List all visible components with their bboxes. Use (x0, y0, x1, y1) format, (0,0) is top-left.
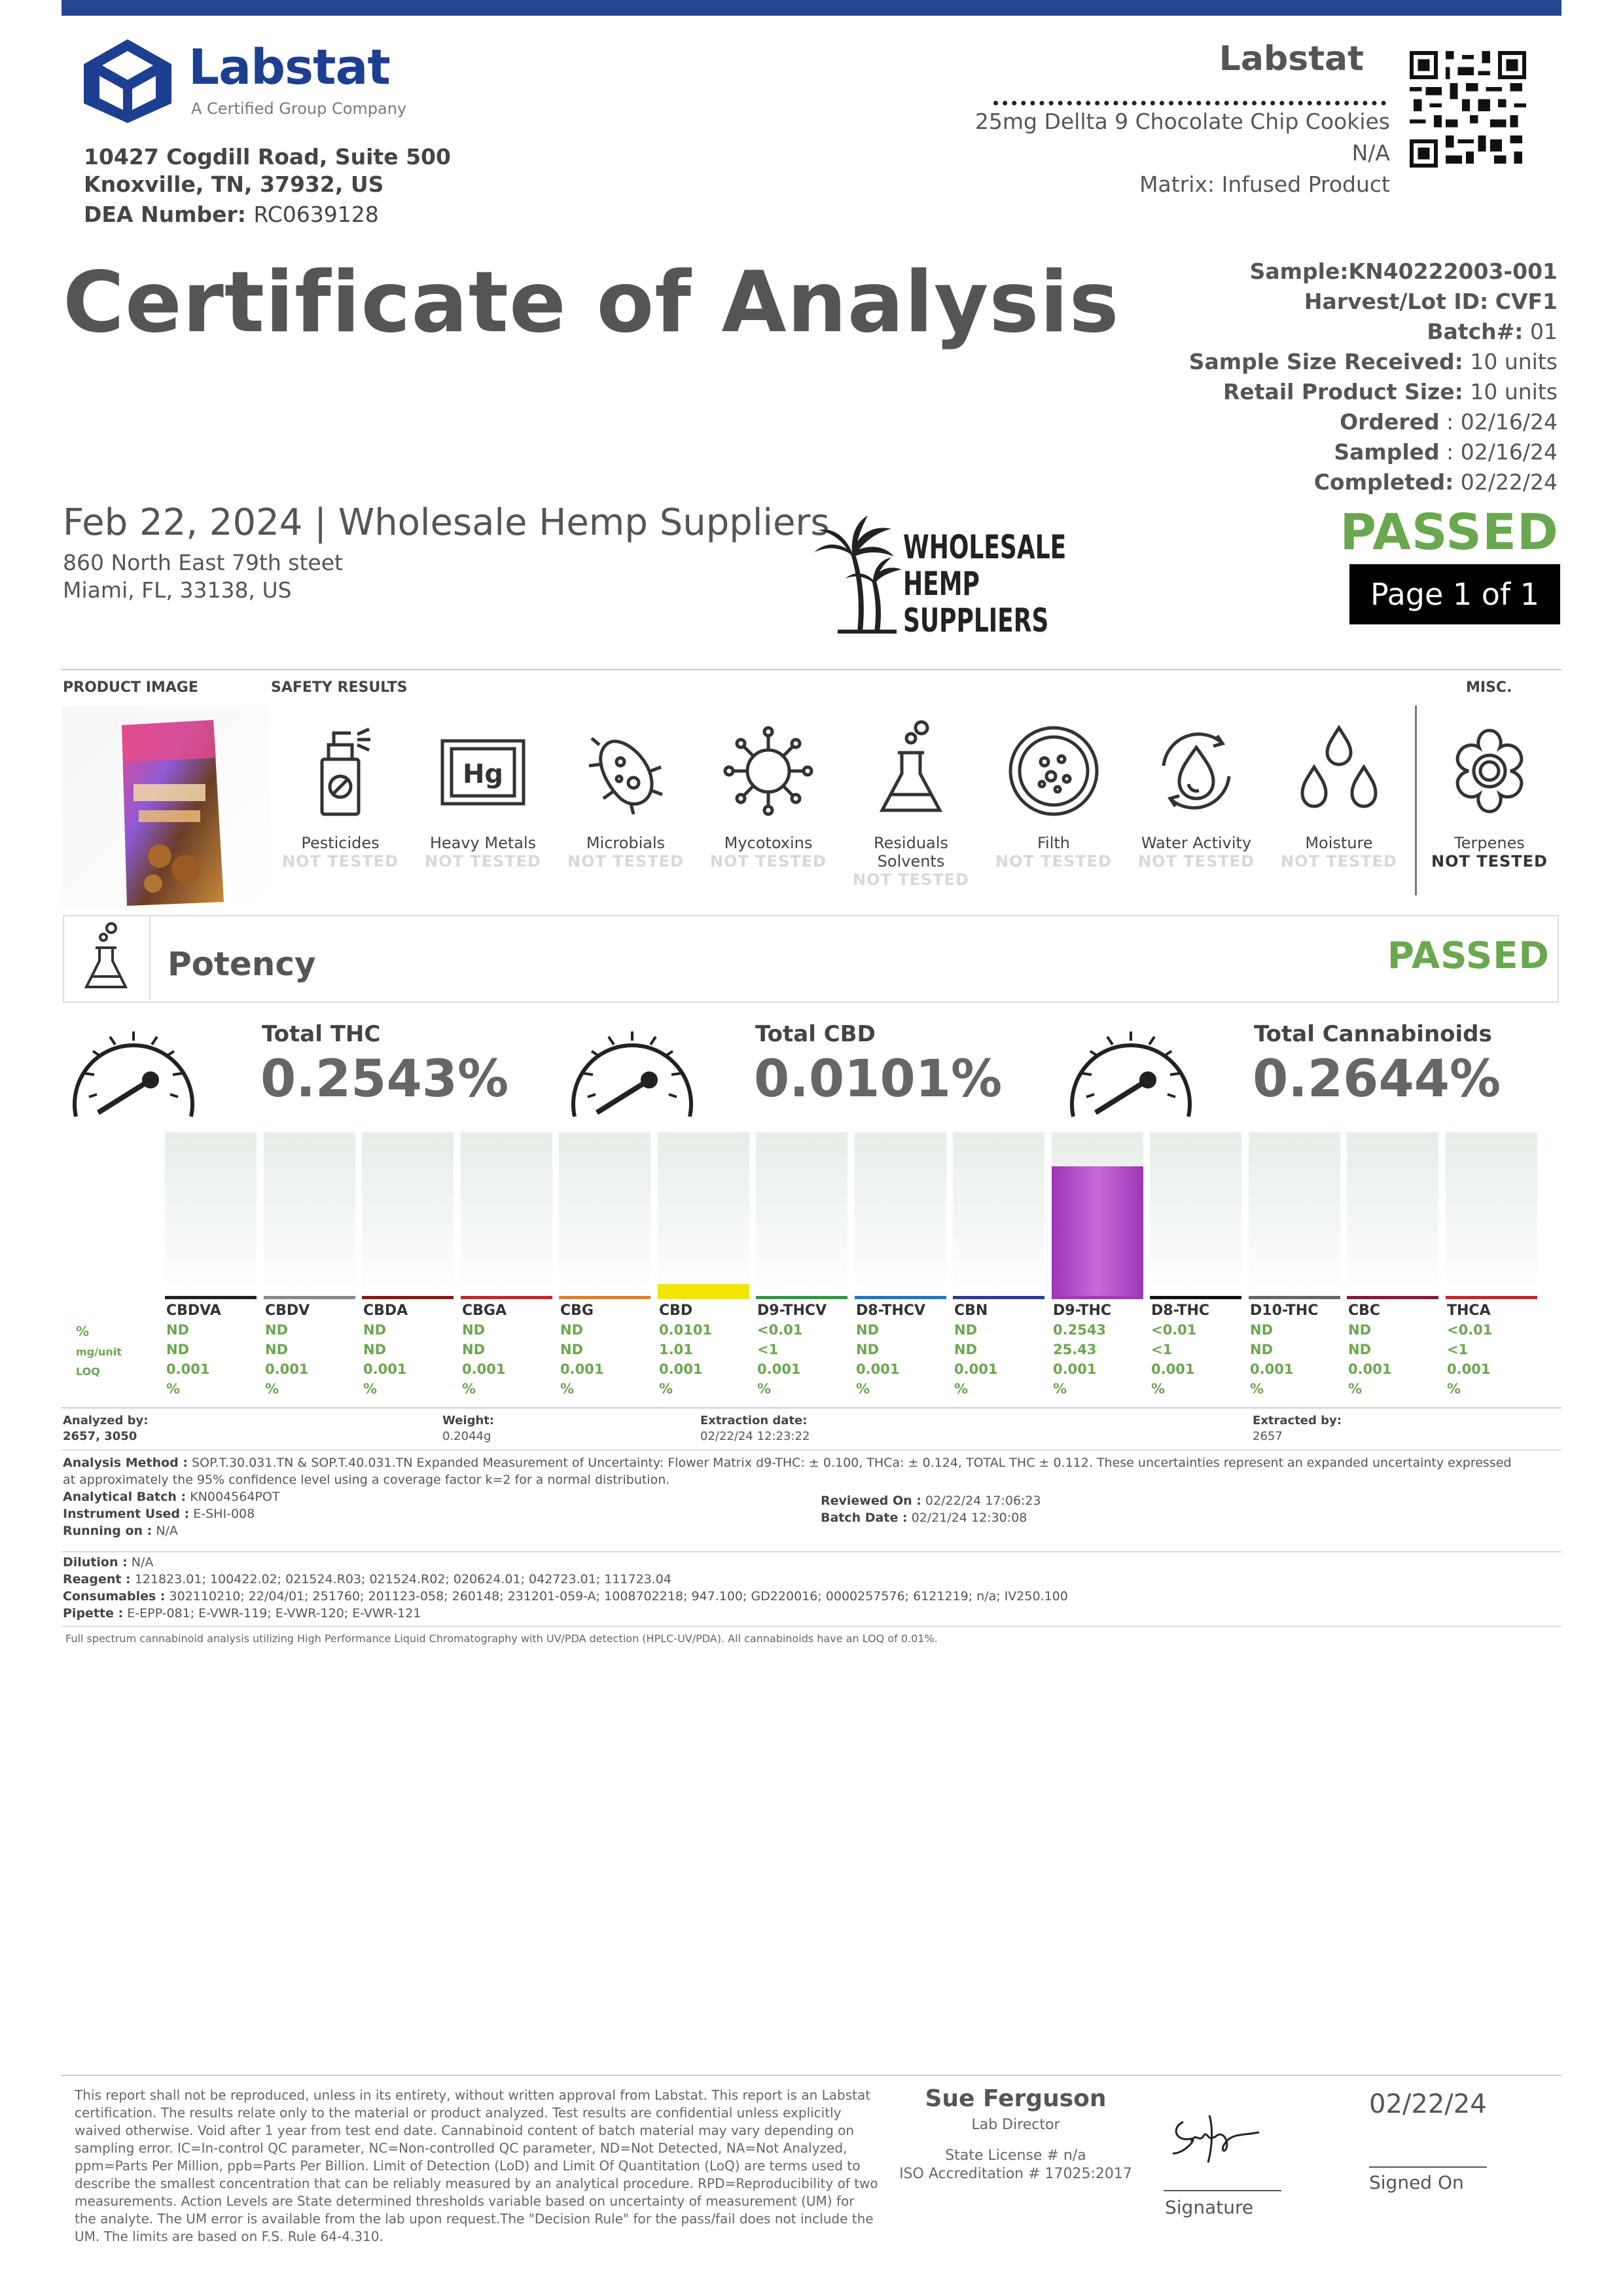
sample-info (1189, 257, 1558, 497)
total-cbd-value: 0.0101% (754, 1050, 1003, 1109)
safety-water-activity (1127, 719, 1266, 870)
bar-column (1446, 1132, 1537, 1299)
analyte-mg-unit: ND (265, 1342, 289, 1357)
divider (62, 1626, 1561, 1627)
spray-bottle-icon (288, 719, 393, 823)
misc-terpenes (1420, 719, 1559, 870)
analyte-name: CBDVA (166, 1302, 221, 1319)
analyte-loq: 0.001 (659, 1361, 703, 1377)
analyte-loq: 0.001 (462, 1361, 506, 1377)
labstat-logo-icon (80, 38, 175, 124)
analyte-unit: % (560, 1381, 575, 1397)
bar-d9-thc (1052, 1166, 1143, 1299)
analyte-unit: % (1250, 1381, 1264, 1397)
signature-line (1164, 2190, 1281, 2191)
bar-baseline (1249, 1296, 1340, 1299)
weight-label: Weight: (442, 1414, 495, 1427)
safety-microbials (556, 719, 695, 870)
total-thc-label: Total THC (262, 1021, 381, 1047)
analyte-percent: ND (462, 1322, 486, 1338)
analyte-name: D9-THCV (757, 1302, 827, 1319)
analysis-method: Analysis Method : SOP.T.30.031.TN & SOP.T.40.031.TN Expanded Measurement of Uncertainty: Flower Matrix d9-THC: ± 0.100, THCa: ± 0.124, TOTAL THC ± 0.112. These uncertainties represent an expanded uncertainty expressed at approximately the 95% confidence level using a coverage factor k=2 for a normal distribution. (63, 1456, 1512, 1487)
analyte-percent: <0.01 (757, 1322, 803, 1338)
extracted-by-value: 2657 (1253, 1429, 1283, 1443)
analyte-mg-unit: <1 (1447, 1342, 1469, 1357)
footer-divider (62, 2075, 1561, 2076)
consumables: Consumables : 302110210; 22/04/01; 251760; 201123-058; 260148; 231201-059-A; 1008702218; 947.100; GD220016; 0000257576; 6121219; n/a; IV250.100 (63, 1589, 1068, 1604)
date-line (1369, 2166, 1487, 2168)
droplets-icon (1287, 719, 1391, 823)
analyte-mg-unit: ND (954, 1342, 978, 1357)
reagent: Reagent : 121823.01; 100422.02; 021524.R03; 021524.R02; 020624.01; 042723.01; 111723.04 (63, 1572, 671, 1587)
client-logo-line1: WHOLESALE (903, 528, 1067, 566)
bar-baseline (461, 1296, 552, 1299)
bar-baseline (1347, 1296, 1438, 1299)
bar-column (658, 1132, 749, 1299)
extraction-date-label: Extraction date: (700, 1414, 808, 1427)
analyte-mg-unit: 1.01 (659, 1342, 693, 1357)
lab-address-line1: 10427 Cogdill Road, Suite 500 (84, 144, 451, 170)
bar-column (953, 1132, 1044, 1299)
analyte-mg-unit: ND (856, 1342, 880, 1357)
divider (62, 1407, 1561, 1408)
safety-name: Pesticides (301, 834, 380, 852)
analyte-loq: 0.001 (363, 1361, 407, 1377)
bar-baseline (1052, 1296, 1143, 1299)
analyte-mg-unit: ND (1250, 1342, 1274, 1357)
row-label-percent: % (76, 1323, 90, 1339)
extraction-date-value: 02/22/24 12:23:22 (700, 1429, 810, 1443)
divider (62, 669, 1561, 670)
method-note: Full spectrum cannabinoid analysis utilizing High Performance Liquid Chromatography with UV/PDA detection (HPLC-UV/PDA). All cannabinoids have an LOQ of 0.01%. (65, 1632, 938, 1645)
safety-name: Heavy Metals (429, 834, 537, 852)
analyte-percent: ND (560, 1322, 584, 1338)
analyte-name: D9-THC (1053, 1302, 1112, 1319)
lab-address-line2: Knoxville, TN, 37932, US (84, 171, 384, 197)
analyte-unit: % (954, 1381, 969, 1397)
safety-status: NOT TESTED (282, 852, 399, 870)
analyte-unit: % (1053, 1381, 1067, 1397)
sample-size-received: Sample Size Received: 10 units (1188, 349, 1558, 374)
analyte-loq: 0.001 (265, 1361, 309, 1377)
analyte-unit: % (265, 1381, 279, 1397)
analyte-percent: ND (166, 1322, 190, 1338)
analyte-loq: 0.001 (1053, 1361, 1097, 1377)
bar-baseline (165, 1296, 257, 1299)
analyte-unit: % (462, 1381, 476, 1397)
analyte-loq: 0.001 (954, 1361, 998, 1377)
batch-number: Batch#: 01 (1427, 319, 1558, 344)
analyte-loq: 0.001 (1151, 1361, 1195, 1377)
analyte-name: D10-THC (1250, 1302, 1319, 1319)
analyte-unit: % (166, 1381, 181, 1397)
divider (62, 1449, 1561, 1450)
safety-filth (984, 719, 1123, 870)
client-logo-line2: HEMP (903, 565, 980, 603)
bar-baseline (362, 1296, 454, 1299)
extracted-by-label: Extracted by: (1253, 1414, 1342, 1427)
total-cannabinoids-label: Total Cannabinoids (1254, 1021, 1492, 1047)
product-image (62, 706, 270, 908)
bar-column (362, 1132, 454, 1299)
virus-icon (716, 719, 821, 823)
bar-column (1150, 1132, 1241, 1299)
harvest-lot-id: Harvest/Lot ID: CVF1 (1304, 289, 1558, 314)
client-logo-text (903, 529, 1066, 639)
bar-baseline (1150, 1296, 1241, 1299)
product-na: N/A (1351, 140, 1390, 166)
total-thc-value: 0.2543% (260, 1050, 509, 1109)
petri-dish-icon (1001, 719, 1106, 823)
running-on: Running on : N/A (63, 1524, 178, 1538)
analyte-name: D8-THCV (856, 1302, 926, 1319)
analyte-percent: ND (1250, 1322, 1274, 1338)
sample-id: Sample:KN40222003-001 (1249, 259, 1558, 284)
analyte-name: CBC (1348, 1302, 1381, 1319)
lab-name-right: Labstat (1219, 39, 1364, 79)
analyte-unit: % (856, 1381, 870, 1397)
safety-results-label: SAFETY RESULTS (271, 679, 408, 696)
divider (62, 1551, 1561, 1552)
safety-status: NOT TESTED (425, 852, 541, 870)
potency-icon-box (63, 915, 151, 1000)
analyte-mg-unit: <1 (1151, 1342, 1173, 1357)
safety-name: Microbials (586, 834, 666, 852)
water-cycle-icon (1144, 719, 1249, 823)
safety-status: NOT TESTED (1281, 852, 1397, 870)
analyte-unit: % (363, 1381, 378, 1397)
bar-baseline (1446, 1296, 1537, 1299)
analyte-name: CBG (560, 1302, 594, 1319)
analyte-percent: <0.01 (1447, 1322, 1493, 1338)
analyte-name: CBDV (265, 1302, 310, 1319)
bar-column (1347, 1132, 1438, 1299)
analyte-unit: % (757, 1381, 772, 1397)
analyte-loq: 0.001 (1447, 1361, 1491, 1377)
analyte-name: CBGA (462, 1302, 507, 1319)
misc-divider (1415, 706, 1417, 895)
iso-accreditation: ISO Accreditation # 17025:2017 (899, 2166, 1132, 2182)
bar-baseline (855, 1296, 946, 1299)
analyzed-by-label: Analyzed by: (63, 1414, 149, 1427)
bar-baseline (658, 1296, 749, 1299)
lab-tagline: A Certified Group Company (191, 99, 407, 118)
bar-column (1249, 1132, 1340, 1299)
analyte-loq: 0.001 (166, 1361, 210, 1377)
bacteria-icon (573, 719, 678, 823)
signed-date: 02/22/24 (1369, 2089, 1487, 2119)
gauge-icon (1060, 1018, 1202, 1128)
bar-baseline (953, 1296, 1044, 1299)
safety-name: Mycotoxins (724, 834, 813, 852)
bar-baseline (756, 1296, 847, 1299)
client-heading: Feb 22, 2024 | Wholesale Hemp Suppliers (63, 501, 830, 544)
bar-column (165, 1132, 257, 1299)
analyte-name: CBN (954, 1302, 988, 1319)
analyte-unit: % (1151, 1381, 1166, 1397)
potency-status-badge: PASSED (1387, 935, 1550, 977)
lab-logo-name: Labstat (188, 39, 390, 96)
analyte-percent: ND (954, 1322, 978, 1338)
signer-title: Lab Director (971, 2117, 1060, 2133)
total-cannabinoids-value: 0.2644% (1253, 1050, 1501, 1109)
svg-text:Hg: Hg (462, 759, 504, 789)
signer-name: Sue Ferguson (925, 2085, 1107, 2112)
completed-date: Completed: 02/22/24 (1313, 469, 1558, 495)
state-license: State License # n/a (945, 2147, 1086, 2164)
product-image-label: PRODUCT IMAGE (63, 679, 198, 696)
bar-column (264, 1132, 355, 1299)
signature-image (1164, 2102, 1268, 2168)
safety-name: Residuals Solvents (874, 834, 948, 870)
flower-icon (1437, 719, 1542, 823)
bar-baseline (559, 1296, 651, 1299)
analyte-percent: ND (856, 1322, 880, 1338)
analyte-unit: % (1447, 1381, 1461, 1397)
safety-status: NOT TESTED (567, 852, 684, 870)
disclaimer: This report shall not be reproduced, unless in its entirety, without written approval from Labstat. This report is an Labstat certification. The results relate only to the material or product analyzed. Test results are confidential unless explicitly waived otherwise. Void after 1 year from test end date. Cannabinoid content of batch material may vary depending on sampling error. IC=In-control QC parameter, NC=Non-controlled QC parameter, ND=Not Detected, NA=Not Analyzed, ppm=Parts Per Million, ppb=Parts Per Billion. Limit of Detection (LoD) and Limit Of Quantitation (LoQ) are terms used to describe the smallest concentration that can be reliably measured by an analytical procedure. RPD=Reproducibility of two measurements. Action Levels are State determined thresholds variable based on uncertainty of measurement (UM) for the analyte. The UM error is available from the lab upon request.The "Decision Rule" for the pass/fail does not include the UM. The limits are based on F.S. Rule 64-4.310. (75, 2087, 878, 2244)
bar-column (855, 1132, 946, 1299)
analyte-name: CBDA (363, 1302, 408, 1319)
client-address-line2: Miami, FL, 33138, US (63, 577, 292, 603)
signed-on-label: Signed On (1369, 2172, 1464, 2193)
analyte-loq: 0.001 (1348, 1361, 1392, 1377)
product-matrix: Matrix: Infused Product (1139, 171, 1390, 197)
analyte-unit: % (659, 1381, 673, 1397)
analyte-percent: ND (265, 1322, 289, 1338)
analyte-name: CBD (659, 1302, 693, 1319)
analyte-loq: 0.001 (1250, 1361, 1294, 1377)
reviewed-on: Reviewed On : 02/22/24 17:06:23 (821, 1494, 1041, 1508)
bar-column (461, 1132, 552, 1299)
analyte-mg-unit: 25.43 (1053, 1342, 1097, 1357)
safety-name: Filth (1037, 834, 1070, 852)
analyte-unit: % (1348, 1381, 1363, 1397)
client-address-line1: 860 North East 79th steet (63, 550, 343, 575)
safety-name: Water Activity (1141, 834, 1252, 852)
client-logo-line3: SUPPLIERS (903, 601, 1049, 639)
total-cbd-label: Total CBD (755, 1021, 876, 1047)
analyte-percent: 0.0101 (659, 1322, 713, 1338)
document-title: Certificate of Analysis (63, 254, 1120, 351)
safety-heavy-metals (414, 719, 552, 870)
row-label-mg: mg/unit (76, 1346, 122, 1358)
ordered-date: Ordered : 02/16/24 (1340, 409, 1558, 435)
dea-value: RC0639128 (253, 202, 379, 227)
safety-status: NOT TESTED (853, 870, 969, 889)
mercury-icon (431, 719, 535, 823)
safety-status: NOT TESTED (710, 852, 827, 870)
analyte-mg-unit: ND (462, 1342, 486, 1357)
analyte-percent: ND (363, 1322, 387, 1338)
potency-title: Potency (168, 945, 316, 983)
signature-label: Signature (1165, 2197, 1254, 2218)
safety-pesticides (271, 719, 410, 870)
analyte-percent: ND (1348, 1322, 1372, 1338)
dilution: Dilution : N/A (63, 1555, 154, 1570)
safety-status: NOT TESTED (1138, 852, 1255, 870)
analyte-loq: 0.001 (757, 1361, 801, 1377)
dotted-divider (993, 101, 1386, 105)
analyte-name: D8-THC (1151, 1302, 1210, 1319)
gauge-icon (63, 1018, 204, 1128)
misc-name: Terpenes (1454, 834, 1525, 852)
safety-residual-solvents (842, 719, 980, 889)
analyte-loq: 0.001 (856, 1361, 900, 1377)
safety-name: Moisture (1305, 834, 1373, 852)
bar-column (559, 1132, 651, 1299)
sampled-date: Sampled : 02/16/24 (1334, 439, 1558, 465)
flask-icon (859, 719, 963, 823)
analyte-mg-unit: ND (166, 1342, 190, 1357)
safety-moisture (1270, 719, 1408, 870)
analyzed-by-value: 2657, 3050 (63, 1429, 137, 1443)
analyte-mg-unit: ND (363, 1342, 387, 1357)
bar-baseline (264, 1296, 355, 1299)
analyte-mg-unit: ND (560, 1342, 584, 1357)
analyte-mg-unit: <1 (757, 1342, 779, 1357)
weight-value: 0.2044g (442, 1429, 491, 1443)
bar-column (756, 1132, 847, 1299)
dea-label: DEA Number: (84, 202, 246, 227)
safety-mycotoxins (699, 719, 838, 870)
misc-label: MISC. (1466, 679, 1512, 696)
retail-product-size: Retail Product Size: 10 units (1222, 379, 1558, 404)
page-indicator: Page 1 of 1 (1349, 564, 1560, 624)
analyte-name: THCA (1447, 1302, 1491, 1319)
pipette: Pipette : E-EPP-081; E-VWR-119; E-VWR-120; E-VWR-121 (63, 1606, 421, 1621)
flask-icon (63, 915, 149, 1000)
product-name: 25mg Dellta 9 Chocolate Chip Cookies (974, 109, 1390, 134)
batch-date: Batch Date : 02/21/24 12:30:08 (821, 1511, 1027, 1525)
analyte-loq: 0.001 (560, 1361, 604, 1377)
analyte-mg-unit: ND (1348, 1342, 1372, 1357)
instrument-used: Instrument Used : E-SHI-008 (63, 1507, 255, 1521)
qr-code-icon[interactable] (1408, 51, 1527, 168)
safety-status: NOT TESTED (995, 852, 1112, 870)
misc-status: NOT TESTED (1431, 852, 1548, 870)
license-info (891, 2147, 1140, 2183)
bar-column (1052, 1132, 1143, 1299)
analytical-batch: Analytical Batch : KN004564POT (63, 1490, 280, 1504)
row-label-loq: LOQ (76, 1365, 100, 1378)
product-package-icon (62, 706, 270, 908)
dea-number (84, 202, 379, 227)
overall-status-badge: PASSED (1340, 503, 1559, 561)
top-bar (62, 0, 1561, 16)
analyte-percent: <0.01 (1151, 1322, 1197, 1338)
analyte-percent: 0.2543 (1053, 1322, 1107, 1338)
gauge-icon (562, 1018, 703, 1128)
